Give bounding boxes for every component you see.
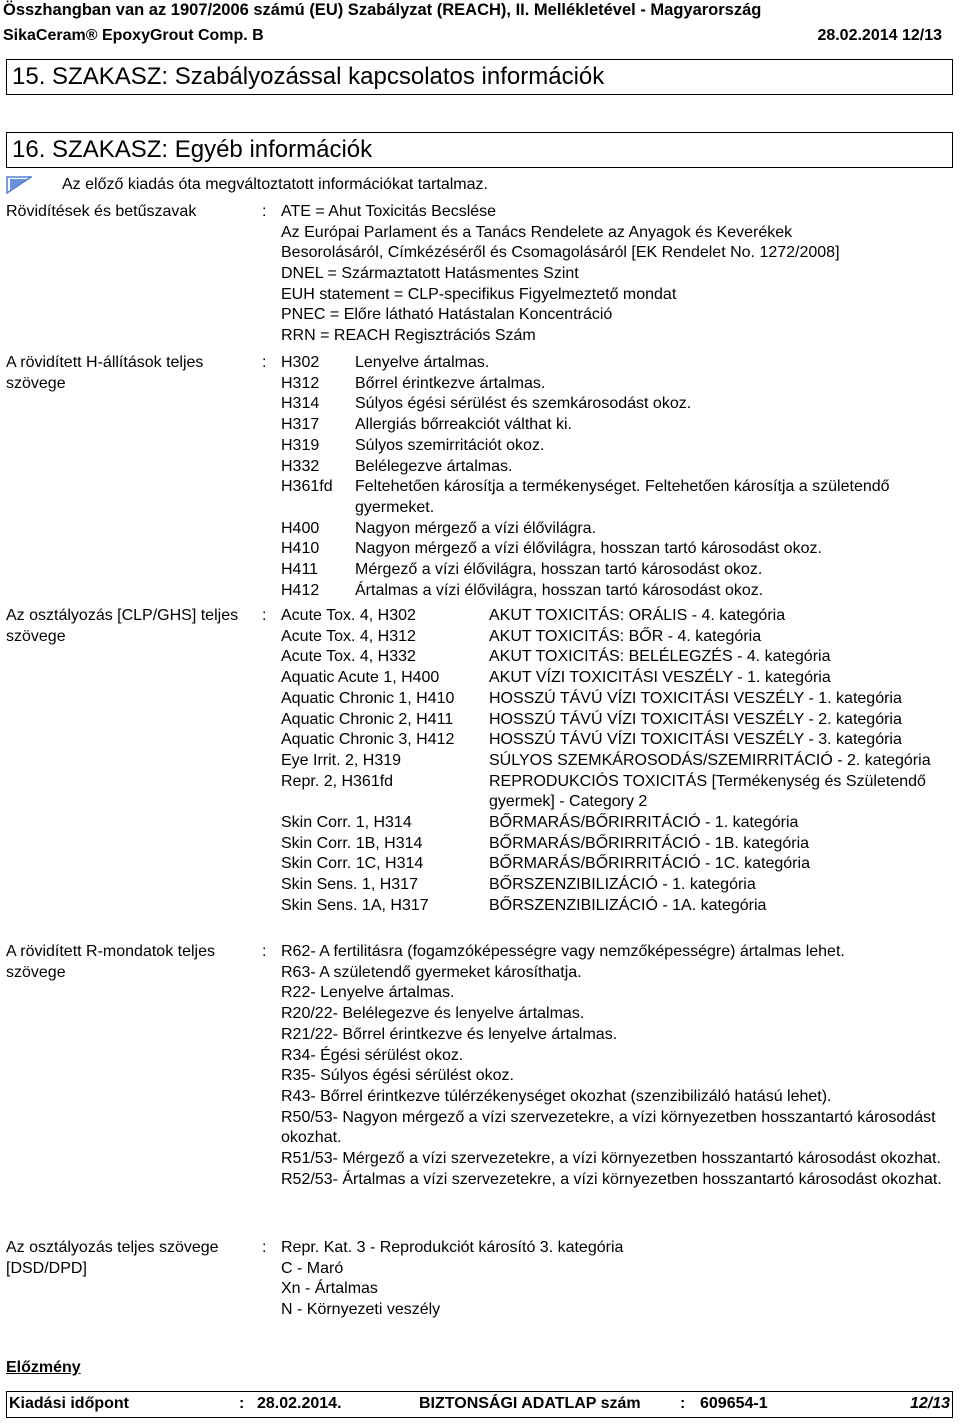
h-statement-text: Nagyon mérgező a vízi élővilágra, hosszan tartó károsodást okoz. bbox=[355, 540, 822, 558]
h-statement-row bbox=[281, 374, 956, 395]
sds-number-value: 609654-1 bbox=[700, 1395, 768, 1412]
r-phrases-colon: : bbox=[262, 943, 267, 960]
abbreviations-label: Rövidítések és betűszavak bbox=[6, 203, 197, 220]
h-statement-text: Nagyon mérgező a vízi élővilágra. bbox=[355, 519, 597, 537]
clp-code: Aquatic Acute 1, H400 bbox=[281, 669, 440, 687]
h-statement-row bbox=[281, 539, 956, 560]
clp-code: Aquatic Chronic 3, H412 bbox=[281, 731, 455, 749]
h-statement-text: Belélegezve ártalmas. bbox=[355, 457, 513, 475]
clp-description: HOSSZÚ TÁVÚ VÍZI TOXICITÁSI VESZÉLY - 2. kategória bbox=[489, 710, 902, 728]
dsd-label: Az osztályozás teljes szövege [DSD/DPD] bbox=[6, 1239, 219, 1277]
h-statement-row bbox=[281, 560, 956, 581]
r-phrase: R51/53- Mérgező a vízi szervezetekre, a vízi környezetben hosszantartó károsodást okozhat. bbox=[281, 1150, 941, 1168]
clp-row bbox=[281, 813, 956, 834]
h-statement-row bbox=[281, 436, 956, 457]
clp-row bbox=[281, 834, 956, 855]
clp-code: Acute Tox. 4, H302 bbox=[281, 607, 416, 624]
h-statements-list bbox=[281, 353, 956, 601]
h-statement-code: H400 bbox=[281, 519, 320, 537]
section-15-title: 15. SZAKASZ: Szabályozással kapcsolatos információk bbox=[6, 59, 953, 95]
clp-colon: : bbox=[262, 607, 267, 624]
abbreviation-line: Az Európai Parlament és a Tanács Rendelete az Anyagok és Keverékek bbox=[281, 223, 793, 241]
dsd-list bbox=[281, 1238, 956, 1321]
clp-description: SÚLYOS SZEMKÁROSODÁS/SZEMIRRITÁCIÓ - 2. kategória bbox=[489, 751, 931, 769]
r-phrases-list bbox=[281, 942, 956, 1190]
h-statement-text: Súlyos szemirritációt okoz. bbox=[355, 436, 545, 454]
clp-description: REPRODUKCIÓS TOXICITÁS [Termékenység és Születendő gyermek] - Category 2 bbox=[489, 772, 926, 811]
h-statement-text: Bőrrel érintkezve ártalmas. bbox=[355, 374, 546, 392]
h-statement-row bbox=[281, 457, 956, 478]
issue-date-label: Kiadási időpont bbox=[9, 1395, 129, 1412]
h-statement-row bbox=[281, 581, 956, 602]
revision-note-text: Az előző kiadás óta megváltoztatott információkat tartalmaz. bbox=[62, 176, 488, 193]
r-phrase: R50/53- Nagyon mérgező a vízi szervezetekre, a vízi környezetben hosszantartó károsodást okozhat. bbox=[281, 1108, 936, 1147]
h-statement-text: Feltehetően károsítja a termékenységet. Feltehetően károsítja a születendő gyermeket. bbox=[355, 478, 890, 516]
r-phrase: R43- Bőrrel érintkezve túlérzékenységet okozhat (szenzibilizáló hatású lehet). bbox=[281, 1087, 832, 1105]
clp-code: Skin Sens. 1A, H317 bbox=[281, 896, 429, 914]
r-phrase: R52/53- Ártalmas a vízi szervezetekre, a vízi környezetben hosszantartó károsodást okozhat. bbox=[281, 1170, 942, 1188]
h-statements-colon: : bbox=[262, 354, 267, 371]
clp-code: Eye Irrit. 2, H319 bbox=[281, 751, 402, 769]
r-phrase: R35- Súlyos égési sérülést okoz. bbox=[281, 1067, 514, 1085]
h-statement-code: H332 bbox=[281, 457, 320, 475]
clp-row bbox=[281, 772, 956, 813]
clp-row bbox=[281, 854, 956, 875]
abbreviation-line: Besorolásáról, Címkézéséről és Csomagolásáról [EK Rendelet No. 1272/2008] bbox=[281, 244, 840, 262]
clp-label: Az osztályozás [CLP/GHS] teljes szövege bbox=[6, 607, 239, 645]
clp-code: Acute Tox. 4, H332 bbox=[281, 648, 416, 666]
h-statement-text: Lenyelve ártalmas. bbox=[355, 354, 490, 371]
dsd-colon: : bbox=[262, 1239, 267, 1256]
clp-row bbox=[281, 668, 956, 689]
clp-row bbox=[281, 751, 956, 772]
clp-row bbox=[281, 606, 956, 627]
r-phrase: R21/22- Bőrrel érintkezve és lenyelve ártalmas. bbox=[281, 1025, 618, 1043]
clp-code: Skin Corr. 1, H314 bbox=[281, 814, 412, 832]
issue-date-colon: : bbox=[239, 1395, 245, 1412]
footer-bar bbox=[6, 1391, 953, 1418]
clp-description: BŐRMARÁS/BŐRIRRITÁCIÓ - 1B. kategória bbox=[489, 834, 810, 852]
r-phrase: R22- Lenyelve ártalmas. bbox=[281, 984, 455, 1002]
product-name: SikaCeram® EpoxyGrout Comp. B bbox=[3, 27, 264, 44]
clp-description: BŐRSZENZIBILIZÁCIÓ - 1A. kategória bbox=[489, 896, 767, 914]
h-statement-text: Ártalmas a vízi élővilágra, hosszan tartó károsodást okoz. bbox=[355, 581, 764, 599]
dsd-classification: C - Maró bbox=[281, 1259, 344, 1277]
h-statement-text: Allergiás bőrreakciót válthat ki. bbox=[355, 416, 572, 434]
clp-code: Skin Sens. 1, H317 bbox=[281, 876, 418, 894]
h-statement-code: H411 bbox=[281, 561, 319, 579]
clp-code: Aquatic Chronic 2, H411 bbox=[281, 710, 454, 728]
clp-row bbox=[281, 710, 956, 731]
clp-description: BŐRSZENZIBILIZÁCIÓ - 1. kategória bbox=[489, 876, 756, 894]
clp-description: AKUT VÍZI TOXICITÁSI VESZÉLY - 1. kategória bbox=[489, 669, 831, 687]
abbreviation-line: EUH statement = CLP-specifikus Figyelmeztető mondat bbox=[281, 285, 677, 303]
clp-description: HOSSZÚ TÁVÚ VÍZI TOXICITÁSI VESZÉLY - 3. kategória bbox=[489, 731, 902, 749]
clp-description: BŐRMARÁS/BŐRIRRITÁCIÓ - 1C. kategória bbox=[489, 855, 810, 873]
h-statement-code: H361fd bbox=[281, 478, 333, 496]
abbreviation-line: DNEL = Származtatott Hatásmentes Szint bbox=[281, 265, 579, 283]
regulation-header: Összhangban van az 1907/2006 számú (EU) Szabályzat (REACH), II. Mellékletével - Magyarország bbox=[0, 0, 960, 21]
footer-page-number: 12/13 bbox=[909, 1395, 950, 1412]
abbreviation-line: RRN = REACH Regisztrációs Szám bbox=[281, 327, 536, 345]
h-statement-code: H412 bbox=[281, 581, 320, 599]
clp-description: BŐRMARÁS/BŐRIRRITÁCIÓ - 1. kategória bbox=[489, 814, 799, 832]
dsd-classification: N - Környezeti veszély bbox=[281, 1301, 441, 1319]
clp-row bbox=[281, 896, 956, 917]
clp-code: Acute Tox. 4, H312 bbox=[281, 627, 416, 645]
h-statements-label: A rövidített H-állítások teljes szövege bbox=[6, 354, 204, 392]
h-statement-code: H319 bbox=[281, 436, 320, 454]
r-phrase: R63- A születendő gyermeket károsíthatja. bbox=[281, 963, 582, 981]
clp-description: AKUT TOXICITÁS: ORÁLIS - 4. kategória bbox=[489, 607, 786, 624]
h-statement-row bbox=[281, 519, 956, 540]
clp-code: Skin Corr. 1C, H314 bbox=[281, 855, 424, 873]
r-phrase: R20/22- Belélegezve és lenyelve ártalmas. bbox=[281, 1005, 585, 1023]
clp-code: Aquatic Chronic 1, H410 bbox=[281, 689, 455, 707]
clp-code: Skin Corr. 1B, H314 bbox=[281, 834, 423, 852]
h-statement-row bbox=[281, 394, 956, 415]
abbreviations-list bbox=[281, 202, 956, 347]
abbreviation-line: PNEC = Előre látható Hatástalan Koncentráció bbox=[281, 306, 613, 324]
date-page: 28.02.2014 12/13 bbox=[817, 27, 942, 44]
clp-list bbox=[281, 606, 956, 917]
revision-note bbox=[6, 175, 488, 195]
section-16-title: 16. SZAKASZ: Egyéb információk bbox=[6, 132, 953, 168]
abbreviation-line: ATE = Ahut Toxicitás Becslése bbox=[281, 203, 497, 220]
r-phrase: R62- A fertilitásra (fogamzóképességre vagy nemzőképességre) ártalmas lehet. bbox=[281, 943, 845, 960]
sds-number-label: BIZTONSÁGI ADATLAP szám bbox=[419, 1395, 641, 1412]
clp-row bbox=[281, 627, 956, 648]
clp-row bbox=[281, 875, 956, 896]
clp-description: HOSSZÚ TÁVÚ VÍZI TOXICITÁSI VESZÉLY - 1. kategória bbox=[489, 689, 902, 707]
clp-row bbox=[281, 647, 956, 668]
dsd-classification: Xn - Ártalmas bbox=[281, 1280, 378, 1298]
sds-number-colon: : bbox=[680, 1395, 686, 1412]
abbreviations-colon: : bbox=[262, 203, 267, 220]
clp-description: AKUT TOXICITÁS: BELÉLEGZÉS - 4. kategória bbox=[489, 648, 831, 666]
h-statement-text: Súlyos égési sérülést és szemkárosodást okoz. bbox=[355, 395, 692, 413]
h-statement-code: H317 bbox=[281, 416, 320, 434]
h-statement-row bbox=[281, 477, 956, 518]
clp-code: Repr. 2, H361fd bbox=[281, 772, 394, 790]
clp-row bbox=[281, 689, 956, 710]
dsd-classification: Repr. Kat. 3 - Reprodukciót károsító 3. kategória bbox=[281, 1239, 624, 1256]
h-statement-code: H312 bbox=[281, 374, 320, 392]
clp-row bbox=[281, 730, 956, 751]
revision-triangle-icon bbox=[6, 176, 32, 194]
h-statement-code: H302 bbox=[281, 354, 320, 371]
h-statement-text: Mérgező a vízi élővilágra, hosszan tartó károsodást okoz. bbox=[355, 561, 763, 579]
h-statement-code: H410 bbox=[281, 540, 320, 558]
issue-date-value: 28.02.2014. bbox=[257, 1395, 342, 1412]
clp-description: AKUT TOXICITÁS: BŐR - 4. kategória bbox=[489, 627, 762, 645]
h-statement-row bbox=[281, 415, 956, 436]
product-header bbox=[0, 26, 960, 46]
r-phrase: R34- Égési sérülést okoz. bbox=[281, 1046, 464, 1064]
h-statement-row bbox=[281, 353, 956, 374]
h-statement-code: H314 bbox=[281, 395, 320, 413]
previous-version-heading: Előzmény bbox=[6, 1359, 81, 1376]
r-phrases-label: A rövidített R-mondatok teljes szövege bbox=[6, 943, 215, 981]
